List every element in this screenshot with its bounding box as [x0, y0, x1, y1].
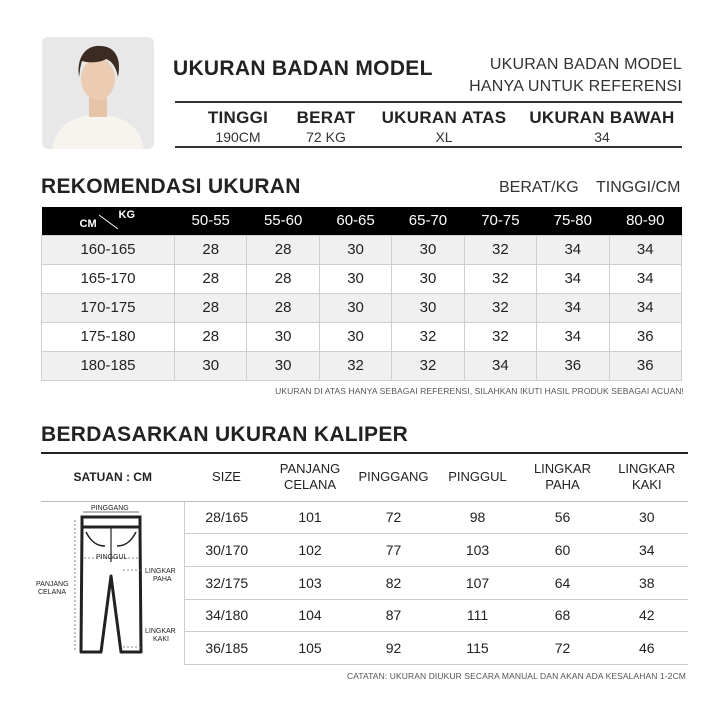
weight-range-header: 80-90 [609, 207, 681, 235]
length-label-line1: PANJANG [36, 580, 69, 588]
size-cell: 28 [175, 235, 247, 264]
column-header: SIZE [185, 453, 269, 501]
size-cell: 34 [537, 235, 609, 264]
column-header: PANJANG CELANA [269, 453, 352, 501]
length-label-line2: CELANA [37, 588, 66, 596]
thigh-cell: 68 [520, 599, 606, 632]
weight-range-header: 60-65 [319, 207, 391, 235]
size-cell: 30/170 [185, 534, 269, 567]
size-cell: 32 [464, 293, 536, 322]
measurement-label: TINGGI [207, 108, 269, 127]
measurement-top-size [378, 108, 510, 145]
size-cell: 32 [392, 322, 464, 351]
weight-range-header: 75-80 [537, 207, 609, 235]
diagonal-line [98, 213, 120, 231]
length-cell: 105 [269, 632, 352, 665]
weight-range-header: 50-55 [175, 207, 247, 235]
height-range-cell: 170-175 [42, 293, 175, 322]
caliper-measurement-table [36, 452, 688, 665]
size-cell: 30 [319, 322, 391, 351]
height-range-cell: 165-170 [42, 264, 175, 293]
height-range-cell: 160-165 [42, 235, 175, 264]
table-row [42, 235, 682, 264]
weight-range-header: 70-75 [464, 207, 536, 235]
hip-cell: 107 [436, 566, 520, 599]
size-cell: 34 [537, 322, 609, 351]
size-cell: 32 [464, 235, 536, 264]
size-cell: 34 [609, 293, 681, 322]
measurement-bottom-size [527, 108, 677, 145]
hip-cell: 115 [436, 632, 520, 665]
size-cell: 30 [319, 264, 391, 293]
measurement-value: 190CM [215, 129, 261, 145]
size-cell: 36 [537, 351, 609, 380]
length-cell: 102 [269, 534, 352, 567]
table-row [42, 264, 682, 293]
pants-diagram-cell [36, 501, 185, 665]
size-cell: 30 [392, 293, 464, 322]
size-cell: 30 [392, 235, 464, 264]
size-cell: 34 [537, 293, 609, 322]
weight-range-header: 65-70 [392, 207, 464, 235]
table-row [42, 322, 682, 351]
hip-cell: 103 [436, 534, 520, 567]
size-cell: 34 [537, 264, 609, 293]
model-photo [42, 37, 154, 149]
recommendation-note: UKURAN DI ATAS HANYA SEBAGAI REFERENSI, SILAHKAN IKUTI HASIL PRODUK SEBAGAI ACUAN! [275, 386, 684, 396]
size-cell: 30 [392, 264, 464, 293]
corner-cm-label: CM [79, 218, 97, 230]
pants-diagram [36, 502, 184, 665]
divider [175, 101, 682, 103]
thigh-cell: 72 [520, 632, 606, 665]
table-row [42, 351, 682, 380]
thigh-cell: 60 [520, 534, 606, 567]
model-section-title: UKURAN BADAN MODEL [173, 57, 433, 80]
size-cell: 28/165 [185, 501, 269, 534]
recommendation-title: REKOMENDASI UKURAN [41, 175, 301, 198]
caliper-note: CATATAN: UKURAN DIUKUR SECARA MANUAL DAN AKAN ADA KESALAHAN 1-2CM [346, 671, 686, 681]
height-range-cell: 175-180 [42, 322, 175, 351]
column-header: LINGKAR KAKI [606, 453, 689, 501]
hip-cell: 111 [436, 599, 520, 632]
size-cell: 32 [392, 351, 464, 380]
waist-cell: 92 [352, 632, 436, 665]
thigh-label-line2: PAHA [153, 575, 172, 583]
column-header: PINGGANG [352, 453, 436, 501]
leg-opening-cell: 38 [606, 566, 689, 599]
leg-opening-cell: 42 [606, 599, 689, 632]
column-header: LINGKAR PAHA [520, 453, 606, 501]
size-cell: 34/180 [185, 599, 269, 632]
size-cell: 28 [175, 264, 247, 293]
size-cell: 34 [464, 351, 536, 380]
waist-label: PINGGANG [91, 504, 129, 512]
size-cell: 32 [464, 264, 536, 293]
corner-kg-label: KG [118, 209, 135, 221]
measurement-value: 72 KG [306, 129, 346, 145]
measurement-height [198, 108, 278, 145]
table-header-row [42, 207, 682, 235]
size-cell: 34 [609, 235, 681, 264]
size-cell: 32 [319, 351, 391, 380]
measurement-value: XL [435, 129, 453, 145]
thigh-cell: 64 [520, 566, 606, 599]
table-header-row [41, 453, 688, 501]
size-cell: 30 [319, 235, 391, 264]
measurement-label: UKURAN ATAS [381, 108, 507, 127]
size-cell: 36/185 [185, 632, 269, 665]
caliper-title: BERDASARKAN UKURAN KALIPER [41, 423, 409, 446]
table-row [42, 293, 682, 322]
size-cell: 30 [319, 293, 391, 322]
size-cell: 28 [247, 293, 319, 322]
measurement-weight [290, 108, 362, 145]
measurement-value: 34 [594, 129, 610, 145]
corner-header [42, 207, 175, 235]
size-cell: 30 [247, 351, 319, 380]
size-recommendation-table [41, 207, 682, 381]
size-cell: 36 [609, 351, 681, 380]
table-row [41, 501, 688, 534]
waist-cell: 82 [352, 566, 436, 599]
size-cell: 34 [609, 264, 681, 293]
divider [175, 146, 682, 148]
length-cell: 104 [269, 599, 352, 632]
hip-label: PINGGUL [96, 553, 128, 561]
size-cell: 30 [175, 351, 247, 380]
unit-height-label: TINGGI/CM [596, 179, 681, 196]
leg-opening-cell: 30 [606, 501, 689, 534]
size-cell: 30 [247, 322, 319, 351]
size-cell: 32 [464, 322, 536, 351]
leg-opening-cell: 46 [606, 632, 689, 665]
column-header: PINGGUL [436, 453, 520, 501]
measurement-label: UKURAN BAWAH [529, 108, 675, 127]
thigh-label-line1: LINGKAR [145, 567, 176, 575]
weight-range-header: 55-60 [247, 207, 319, 235]
unit-weight-label: BERAT/KG [499, 179, 579, 196]
size-cell: 32/175 [185, 566, 269, 599]
waist-cell: 72 [352, 501, 436, 534]
measurement-label: BERAT [296, 108, 356, 127]
reference-note-line1: UKURAN BADAN MODEL [489, 56, 682, 73]
size-cell: 36 [609, 322, 681, 351]
length-cell: 103 [269, 566, 352, 599]
leg-label-line2: KAKI [153, 635, 169, 643]
waist-cell: 87 [352, 599, 436, 632]
size-cell: 28 [247, 235, 319, 264]
leg-opening-cell: 34 [606, 534, 689, 567]
leg-label-line1: LINGKAR [145, 627, 176, 635]
size-cell: 28 [247, 264, 319, 293]
length-cell: 101 [269, 501, 352, 534]
hip-cell: 98 [436, 501, 520, 534]
size-cell: 28 [175, 293, 247, 322]
reference-note-line2: HANYA UNTUK REFERENSI [469, 78, 682, 95]
unit-header: SATUAN : CM [41, 453, 185, 501]
height-range-cell: 180-185 [42, 351, 175, 380]
waist-cell: 77 [352, 534, 436, 567]
thigh-cell: 56 [520, 501, 606, 534]
size-cell: 28 [175, 322, 247, 351]
